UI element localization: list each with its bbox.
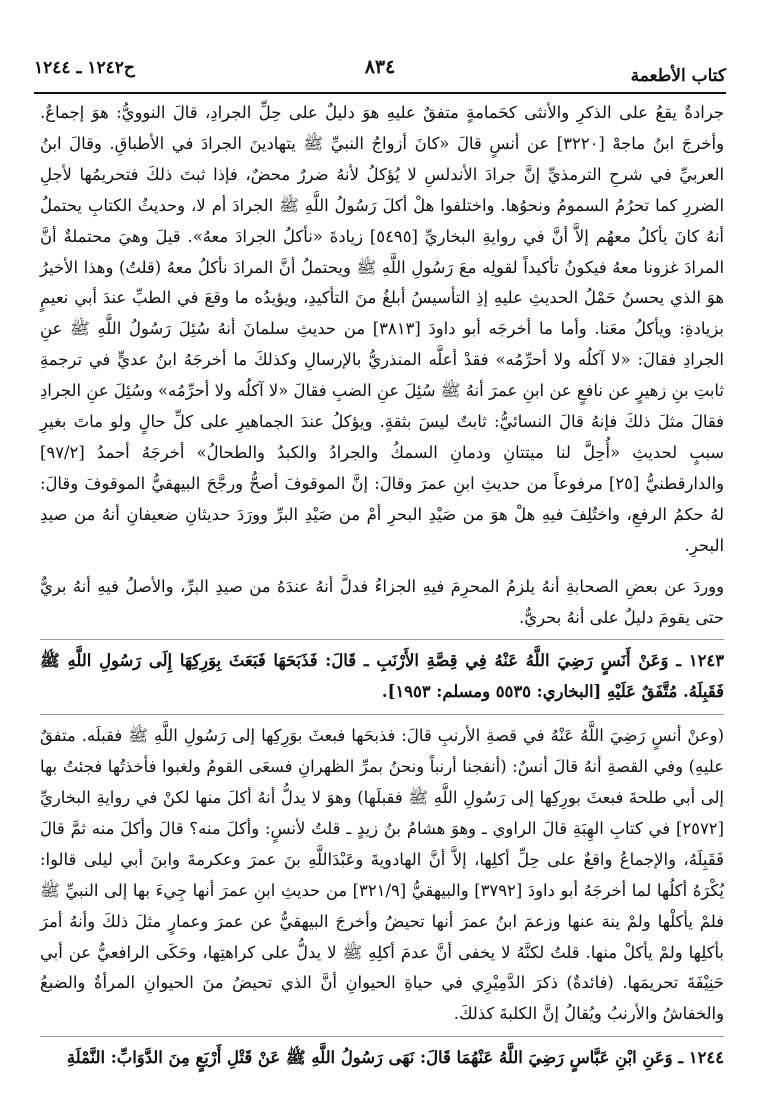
hadith-range: ح١٢٤٢ ـ ١٢٤٤ [34,58,135,78]
commentary-paragraph: ووردَ عن بعضِ الصحابةِ أنهُ يلزمُ المحرِمَ فيهِ الجزاءُ فدلَّ أنهُ عندَهُ من صيدِ البرِّ، والأصلُ فيهِ أنهُ بريٌّ حتى يقومَ دليلٌ على أنهُ بحريٌّ. [40,576,724,627]
hadith-text-1244: ١٢٤٤ ـ وَعَنِ ابْنِ عَبَّاسٍ رَضِيَ اللَّهُ عَنْهُمَا قَالَ: نَهَى رَسُولُ اللَّهِ ﷺ عَنْ قَتْلِ أَرْبَعٍ مِنَ الدَّوَابِّ: النَّمْلَةِ [66,1048,724,1068]
book-title: كتاب الأطعمة [630,66,726,86]
page-number: ٨٣٤ [364,56,396,78]
commentary-paragraph: (وعنْ أنسٍ رَضِيَ اللَّهُ عَنْهُ في قصةِ الأرنبِ قالَ: فذبحَها فبعثَ بوَرِكِها إلى رَسُولِ اللَّهِ ﷺ فقبلَه. متفقٌ عليهِ) وفي القصةِ أنهُ قالَ أنسٌ: (أنفجنا أرنباً ونحنُ بمرِّ الظهرانِ فسعَى القومُ ولغبوا فأخذتُها فجئتُ بها إلى أبي طلحةَ فبعثَ بورِكِها إلى رَسُولِ اللَّهِ ﷺ فقبلَها) وهوَ لا يدلُّ أنهُ أكلَ منها لكنْ في روايةِ البخاريِّ [٢٥٧٢] في كتابِ الهِبَةِ قالَ الراوي ـ وهوَ هشامُ بنُ زيدٍ ـ قلتُ لأنسٍ: وأكلَ منه؟ قالَ وأكلَ منه ثمَّ قالَ فَقَبِلَهُ، والإجماعُ واقعٌ على حِلِّ أكلِها، إلاَّ أنَّ الهادويةَ وعَبْدَاللَّهِ بنَ عمرَ وعكرمةَ وابنَ أبي ليلى قالوا: يُكْرَهُ أكلُها لما أخرجَهُ أبو داودَ [٣٧٩٢] والبيهقيُّ [٣٢١/٩] من حديثِ ابنِ عمرَ أنها جِيءَ بها إلى النبيِّ ﷺ فلمْ يأكلْها ولمْ ينهَ عنها وزعمَ ابنُ عمرَ أنها تحيضُ وأخرجَ البيهقيُّ عن عمرَ وعمارٍ مثلَ ذلكَ وأنهُ أمرَ بأكلِها ولمْ يأكلْ منها. قلتُ لكنَّهُ لا يخفى أنَّ عدمَ أكلِهِ ﷺ لا يدلُّ على كراهتِها، وحَكَى الرافعيُّ عن أبي حَنِيْفَةَ تحريمَها. (فائدةٌ) ذكرَ الدَّمِيْرِي في حياةِ الحيوانِ أنَّ الذي تحيضُ منَ الحيوانِ المرأةُ والضبعُ والخفاشُ والأرنبُ ويُقالُ إنَّ الكلبةَ كذلكَ. [40,726,724,1024]
commentary-paragraph: جرادةٌ يقعُ على الذكرِ والأنثى كحَمامةٍ متفقٌ عليهِ هوَ دليلٌ على حِلِّ الجرادِ، قالَ النوويُّ: هوَ إجماعٌ. وأخرجَ ابنُ ماجهْ [٣٢٢٠] عن أنسٍ قالَ «كانَ أزواجُ النبيِّ ﷺ يتهادينَ الجرادَ في الأطباقِ. وقالَ ابنُ العربيِّ في شرحِ الترمذيِّ إنَّ جرادَ الأندلسِ لا يُؤكلُ لأنهُ ضررٌ محضٌ، فإذا ثبتَ ذلكَ فتحريمُها لأجلِ الضررِ كما تحرُمُ السمومُ ونحوُها. واختلفوا هلْ أكلَ رَسُولُ اللَّهِ ﷺ الجرادَ أم لا، وحديثُ الكتابِ يحتملُ أنهُ كانَ يأكلُ معهُم إلاَّ أنَّ في روايةِ البخاريِّ [٥٤٩٥] زيادةَ «نأكلُ الجرادَ معهُ». قيلَ وهيَ محتملةٌ أنَّ المرادَ غزونا معهُ فيكونُ تأكيداً لقولِه معَ رَسُولِ اللَّهِ ﷺ ويحتملُ أنَّ المرادَ نأكلُ معهُ (قلتُ) وهذا الأخيرُ هوَ الذي يحسنُ حَمْلُ الحديثِ عليهِ إذِ التأسيسُ أبلغُ منَ التأكيدِ، ويؤيدُه ما وقعَ في الطبِّ عندَ أبي نعيمٍ بزيادةِ: ويأكلُ معَنا. وأما ما أخرجَه أبو داودَ [٣٨١٣] من حديثِ سلمانَ أنهُ سُئِلَ رَسُولُ اللَّهِ ﷺ عنِ الجرادِ فقالَ: «لا آكلُه ولا أحرِّمُه» فقدْ أعلَّه المنذريُّ بالإرسالِ وكذلكَ ما أخرجَهُ ابنُ عديٍّ في ترجمةِ ثابتِ بنِ زهيرٍ عن نافعٍ عن ابنِ عمرَ أنهُ ﷺ سُئِلَ عنِ الضبِ فقالَ «لا آكلُه ولا أحرِّمُه» وسُئِلَ عنِ الجرادِ فقالَ مثلَ ذلكَ فإنهُ قالَ النسائيُّ: ثابتٌ ليسَ بثقةٍ. ويؤكلُ عندَ الجماهيرِ على كلِّ حالٍ ولو ماتَ بغيرِ سببٍ لحديثِ «أُحِلَّ لنا ميتتانِ ودمانِ السمكُ والجرادُ والكبدُ والطحالُ» أخرجَهُ أحمدُ [٩٧/٢] والدارقطنيُّ [٢٥] مرفوعاً من حديثِ ابنِ عمرَ وقالَ: إنَّ الموقوفَ أصحُّ ورجَّحَ البيهقيُّ الموقوفَ وقالَ: لهُ حكمُ الرفعِ، واختُلِفَ فيهِ هلْ هوَ من صَيْدِ البحرِ أمْ من صَيْدِ البرِّ وورَدَ حديثانِ ضعيفانِ أنهُ من صيدِ البحرِ. [40,103,724,555]
hadith-text-1243: ١٢٤٣ ـ وَعَنْ أَنَسٍ رَضِيَ اللَّهُ عَنْهُ فِي قِصَّةِ الأَرْنَبِ ـ قَالَ: فَذَبَحَهَا فَبَعَثَ بِوَرِكِهَا إِلَى رَسُولِ اللَّهِ ﷺ فَقَبِلَهُ. مُتَّفَقٌ عَلَيْهِ [البخاري: ٥٥٣٥ ومسلم: ١٩٥٣]. [40,651,724,702]
section-separator [40,1036,724,1037]
section-separator [40,714,724,715]
page-body [40,98,724,1074]
header-rule [34,92,726,94]
page-header [34,52,726,92]
section-separator [40,639,724,640]
